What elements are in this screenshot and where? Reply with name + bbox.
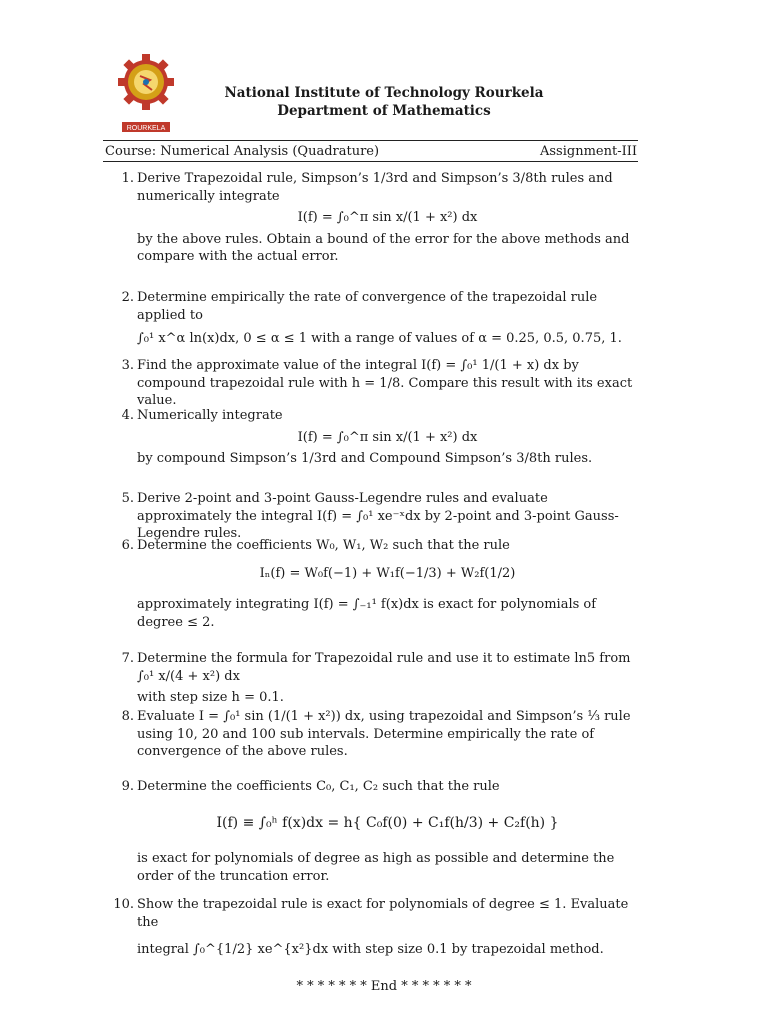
question-number: 5. xyxy=(121,491,134,506)
question-7 xyxy=(116,650,638,707)
question-10 xyxy=(113,896,638,959)
question-text: Show the trapezoidal rule is exact for polynomials of degree ≤ 1. Evaluate the xyxy=(137,897,629,930)
question-text: Find the approximate value of the integral I(f) = ∫₀¹ 1/(1 + x) dx by compound trapezoidal rule with h = 1/8. Compare this result with its exact value. xyxy=(137,358,633,409)
question-number: 4. xyxy=(121,408,134,423)
assignment-title: Assignment-III xyxy=(540,144,637,159)
question-number: 3. xyxy=(121,358,134,373)
question-number: 7. xyxy=(121,651,134,666)
question-number: 10. xyxy=(113,897,134,912)
question-4 xyxy=(116,407,638,468)
question-formula: I(f) = ∫₀^π sin x/(1 + x²) dx xyxy=(297,429,478,445)
question-text: Determine the coefficients W₀, W₁, W₂ such that the rule xyxy=(137,538,510,553)
question-text-2: is exact for polynomials of degree as high as possible and determine the order of the truncation error. xyxy=(137,851,615,884)
question-text: Evaluate I = ∫₀¹ sin (1/(1 + x²)) dx, using trapezoidal and Simpson’s ⅓ rule using 10, 20 and 100 sub intervals. Determine empirically the rate of convergence of the above rules. xyxy=(137,709,631,760)
logo-text: ROURKELA xyxy=(126,125,166,132)
question-text-2: integral ∫₀^{1/2} xe^{x²}dx with step size 0.1 by trapezoidal method. xyxy=(137,942,604,958)
question-text: Numerically integrate xyxy=(137,408,283,423)
question-text-2: by compound Simpson’s 1/3rd and Compound Simpson’s 3/8th rules. xyxy=(137,451,593,467)
question-text: Determine the coefficients C₀, C₁, C₂ such that the rule xyxy=(137,779,500,794)
question-text-2: with step size h = 0.1. xyxy=(137,690,284,706)
question-formula: Iₙ(f) = W₀f(−1) + W₁f(−1/3) + W₂f(1/2) xyxy=(259,565,516,581)
question-text: Derive 2-point and 3-point Gauss-Legendre rules and evaluate approximately the integral I(f) = ∫₀¹ xe⁻ˣdx by 2-point and 3-point Gauss-Legendre rules. xyxy=(137,491,619,542)
department-name: Department of Mathematics xyxy=(277,103,491,119)
institute-name: National Institute of Technology Rourkela xyxy=(224,85,544,101)
question-3 xyxy=(116,357,638,410)
question-6 xyxy=(116,537,638,631)
end-marker: * * * * * * * End * * * * * * * xyxy=(296,979,472,994)
question-1 xyxy=(116,170,638,266)
question-number: 8. xyxy=(121,709,134,724)
course-title: Course: Numerical Analysis (Quadrature) xyxy=(105,144,380,159)
question-number: 1. xyxy=(121,171,134,186)
question-number: 6. xyxy=(121,538,134,553)
question-text: Derive Trapezoidal rule, Simpson’s 1/3rd and Simpson’s 3/8th rules and numerically integrate xyxy=(137,171,613,204)
question-formula: I(f) = ∫₀^π sin x/(1 + x²) dx xyxy=(297,210,478,226)
question-9 xyxy=(116,778,638,886)
question-text-2: approximately integrating I(f) = ∫₋₁¹ f(x)dx is exact for polynomials of degree ≤ 2. xyxy=(137,597,597,630)
bottom-rule xyxy=(103,161,638,162)
question-5 xyxy=(116,490,638,543)
question-2 xyxy=(116,289,638,348)
question-8 xyxy=(116,708,638,761)
question-number: 2. xyxy=(121,290,134,305)
question-text-2: by the above rules. Obtain a bound of the error for the above methods and compare with the actual error. xyxy=(137,231,630,265)
question-number: 9. xyxy=(121,779,134,794)
top-rule xyxy=(103,140,638,141)
question-formula: I(f) ≡ ∫₀ʰ f(x)dx = h{ C₀f(0) + C₁f(h/3) + C₂f(h) } xyxy=(216,814,559,831)
question-text: Determine empirically the rate of convergence of the trapezoidal rule applied to xyxy=(137,290,598,323)
question-text-2: ∫₀¹ x^α ln(x)dx, 0 ≤ α ≤ 1 with a range of values of α = 0.25, 0.5, 0.75, 1. xyxy=(137,331,622,347)
question-text: Determine the formula for Trapezoidal rule and use it to estimate ln5 from ∫₀¹ x/(4 + x²) dx xyxy=(137,651,631,684)
